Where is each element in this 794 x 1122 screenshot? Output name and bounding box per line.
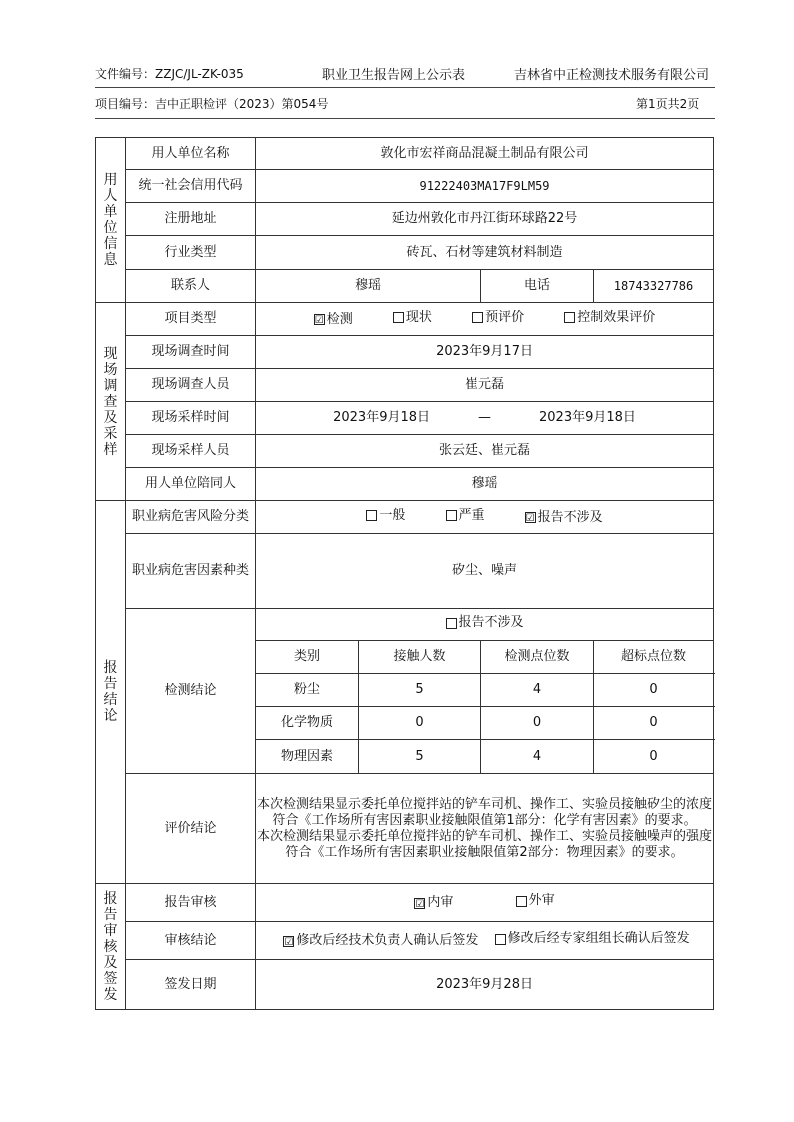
cell-exceed: 0	[594, 740, 714, 774]
checkbox-icon: ☑	[314, 315, 324, 327]
header-rule-top	[95, 87, 715, 88]
survey-time-label: 现场调查时间	[126, 336, 256, 369]
checkbox-icon	[446, 618, 457, 629]
phone-value: 18743327786	[594, 270, 714, 303]
col-exceed-count: 超标点位数	[594, 641, 714, 674]
detect-conclusion-label: 检测结论	[126, 609, 256, 774]
employer-name-label: 用人单位名称	[126, 138, 256, 170]
issue-date-value: 2023年9月28日	[256, 960, 714, 1010]
sampling-end: 2023年9月18日	[539, 410, 636, 425]
project-type-label: 项目类型	[126, 303, 256, 336]
phone-label: 电话	[481, 270, 594, 303]
cell-exposed: 5	[359, 740, 481, 774]
result-expert-lead-checkbox[interactable]: 修改后经专家组组长确认后签发	[495, 931, 690, 947]
review-external-checkbox[interactable]: 外审	[516, 893, 555, 909]
sampling-dash: —	[478, 410, 492, 425]
review-result-row	[96, 922, 714, 960]
checkbox-icon: ☑	[415, 898, 425, 910]
companion-label: 用人单位陪同人	[126, 468, 256, 501]
checkbox-icon	[516, 896, 527, 907]
col-point-count: 检测点位数	[481, 641, 594, 674]
project-type-row	[96, 303, 714, 336]
contact-row	[96, 270, 714, 303]
sampling-time-value	[256, 402, 714, 435]
cell-category: 化学物质	[256, 707, 359, 740]
address-value: 延边州敦化市丹江街环球路22号	[256, 203, 714, 236]
cell-points: 4	[481, 740, 594, 774]
industry-row	[96, 236, 714, 270]
form-title: 职业卫生报告网上公示表	[322, 68, 466, 83]
project-number: 项目编号：吉中正职检评（2023）第054号	[95, 97, 329, 111]
detect-not-involved-cell	[256, 609, 714, 641]
surveyor-label: 现场调查人员	[126, 369, 256, 402]
sampler-row	[96, 435, 714, 468]
credit-code-value: 91222403MA17F9LM59	[256, 170, 714, 203]
hazard-factor-value: 矽尘、噪声	[256, 534, 714, 609]
cell-exceed: 0	[594, 674, 714, 707]
sampling-time-row	[96, 402, 714, 435]
review-row	[96, 884, 714, 922]
checkbox-icon	[564, 312, 575, 323]
section-employer-info: 用 人 单 位 信 息	[96, 138, 126, 303]
checkbox-icon	[366, 510, 377, 521]
issue-date-label: 签发日期	[126, 960, 256, 1010]
header-rule-bottom	[95, 118, 715, 119]
review-result-label: 审核结论	[126, 922, 256, 960]
type-detection-checkbox[interactable]: ☑ 检测	[314, 311, 353, 327]
review-label: 报告审核	[126, 884, 256, 922]
survey-time-row	[96, 336, 714, 369]
risk-not-involved-checkbox[interactable]: ☑ 报告不涉及	[525, 509, 603, 525]
type-pre-eval-checkbox[interactable]: 预评价	[472, 310, 524, 326]
checkbox-icon: ☑	[525, 513, 535, 525]
address-label: 注册地址	[126, 203, 256, 236]
sampler-label: 现场采样人员	[126, 435, 256, 468]
company-name: 吉林省中正检测技术服务有限公司	[514, 68, 710, 83]
surveyor-row	[96, 369, 714, 402]
industry-label: 行业类型	[126, 236, 256, 270]
address-row	[96, 203, 714, 236]
checkbox-icon	[495, 934, 506, 945]
sampler-value: 张云廷、崔元磊	[256, 435, 714, 468]
file-number: 文件编号：ZZJC/JL-ZK-035	[95, 67, 244, 81]
cell-category: 物理因素	[256, 740, 359, 774]
detect-not-involved-checkbox[interactable]: 报告不涉及	[446, 615, 524, 631]
sampling-start: 2023年9月18日	[333, 410, 431, 425]
cell-points: 0	[481, 707, 594, 740]
contact-value: 穆瑶	[256, 270, 481, 303]
disclosure-table	[95, 137, 714, 1010]
page-number: 第1页共2页	[636, 97, 700, 111]
project-type-options	[256, 303, 714, 336]
cell-exceed: 0	[594, 707, 714, 740]
detect-not-involved-row	[96, 609, 714, 641]
section-conclusion: 报 告 结 论	[96, 501, 126, 884]
review-options	[256, 884, 714, 922]
checkbox-icon	[472, 312, 483, 323]
type-status-checkbox[interactable]: 现状	[393, 310, 432, 326]
companion-row	[96, 468, 714, 501]
hazard-factor-label: 职业病危害因素种类	[126, 534, 256, 609]
risk-class-row	[96, 501, 714, 534]
employer-name-value: 敦化市宏祥商品混凝土制品有限公司	[256, 138, 714, 170]
type-control-eval-checkbox[interactable]: 控制效果评价	[564, 310, 655, 326]
checkbox-icon: ☑	[284, 936, 294, 948]
cell-category: 粉尘	[256, 674, 359, 707]
surveyor-value: 崔元磊	[256, 369, 714, 402]
evaluation-label: 评价结论	[126, 774, 256, 884]
industry-value: 砖瓦、石材等建筑材料制造	[256, 236, 714, 270]
risk-class-label: 职业病危害风险分类	[126, 501, 256, 534]
col-category: 类别	[256, 641, 359, 674]
evaluation-row	[96, 774, 714, 884]
result-tech-lead-checkbox[interactable]: ☑ 修改后经技术负责人确认后签发	[284, 933, 479, 949]
section-survey: 现 场 调 查 及 采 样	[96, 303, 126, 501]
cell-exposed: 0	[359, 707, 481, 740]
review-internal-checkbox[interactable]: ☑ 内审	[415, 895, 454, 911]
credit-code-row	[96, 170, 714, 203]
section-review: 报 告 审 核 及 签 发	[96, 884, 126, 1010]
credit-code-label: 统一社会信用代码	[126, 170, 256, 203]
review-result-options	[256, 922, 714, 960]
sampling-time-label: 现场采样时间	[126, 402, 256, 435]
cell-points: 4	[481, 674, 594, 707]
issue-date-row	[96, 960, 714, 1010]
hazard-factor-row	[96, 534, 714, 609]
survey-time-value: 2023年9月17日	[256, 336, 714, 369]
risk-serious-checkbox[interactable]: 严重	[446, 508, 485, 524]
checkbox-icon	[393, 312, 404, 323]
evaluation-paragraph-2: 本次检测结果显示委托单位搅拌站的铲车司机、操作工、实验员接触噪声的强度符合《工作场所有害因素职业接触限值第2部分：物理因素》的要求。	[257, 828, 713, 860]
risk-class-options	[256, 501, 714, 534]
companion-value: 穆瑶	[256, 468, 714, 501]
checkbox-icon	[446, 510, 457, 521]
evaluation-text	[256, 774, 714, 884]
contact-label: 联系人	[126, 270, 256, 303]
cell-exposed: 5	[359, 674, 481, 707]
employer-name-row	[96, 138, 714, 170]
col-exposed-count: 接触人数	[359, 641, 481, 674]
risk-general-checkbox[interactable]: 一般	[366, 508, 405, 524]
evaluation-paragraph-1: 本次检测结果显示委托单位搅拌站的铲车司机、操作工、实验员接触矽尘的浓度符合《工作场所有害因素职业接触限值第1部分：化学有害因素》的要求。	[257, 796, 713, 828]
